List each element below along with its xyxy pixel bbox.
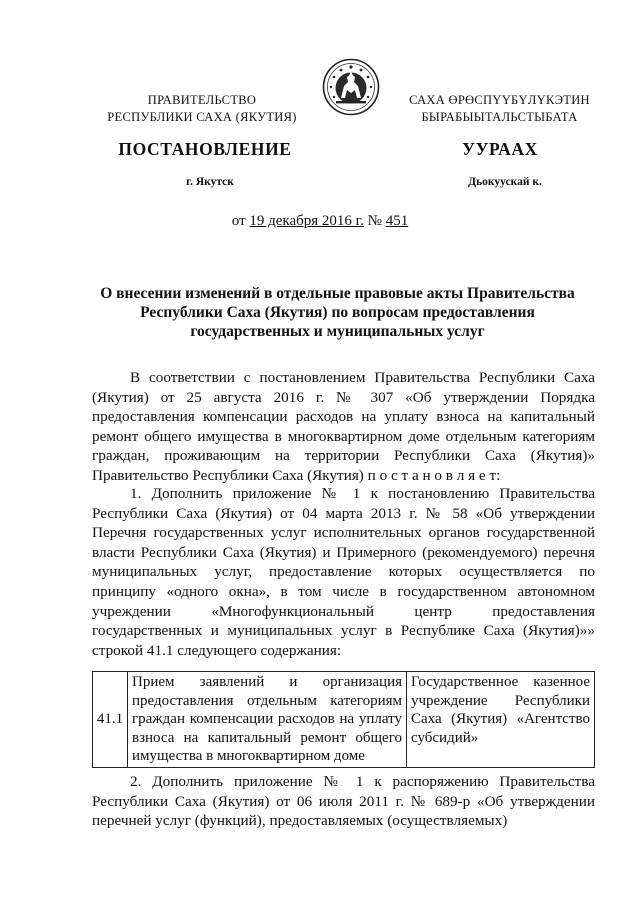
document-date-line [0,213,640,230]
paragraph-text: 1. Дополнить приложение № 1 к постановлению Правительства Республики Саха (Якутия) от 04 марта 2013 г. № 58 «Об утверждении Перечня государственных услуг исполнительных органов государственной власти Республики Саха (Якутия) и Примерного (рекомендуемого) перечня муниципальных услуг, предоставление которых осуществляется по принципу «одного окна», в том числе в государственном автономном учреждении «Многофункциональный центр предоставления государственных и муниципальных услуг в Республике Саха (Якутия)»» строкой 41.1 следующего содержания: [92,485,595,659]
header-right-line1: САХА ӨРӨСПҮҮБҮЛҮКЭТИН [409,93,590,107]
table-cell-institution: Государственное казенное учреждение Республики Саха (Якутия) «Агентство субсидий» [407,672,595,768]
paragraph-preamble [92,368,595,486]
number-label: № [367,213,382,229]
header-left-line2: РЕСПУБЛИКИ САХА (ЯКУТИЯ) [107,110,297,124]
date-prefix: от [231,213,246,229]
document-subject: О внесении изменений в отдельные правовые акты Правительства Республики Саха (Якутия) по вопросам предоставления государственных и муниципальных услуг [100,285,575,340]
table-cell-number: 41.1 [93,672,128,768]
table-cell-service: Прием заявлений и организация предоставления отдельным категориям граждан компенсации расходов на уплату взноса на капитальный ремонт общего имущества в многоквартирном доме [128,672,407,768]
document-date: 19 декабря 2016 г. [249,213,364,229]
city-sah: Дьокуускай к. [468,176,542,188]
header-left-block [92,92,312,126]
document-type-title-sah: УУРААХ [462,139,538,159]
table-row [93,672,595,768]
paragraph-item-2 [92,772,595,831]
header-left-line1: ПРАВИТЕЛЬСТВО [147,93,257,107]
header-right-block [392,92,607,126]
document-number: 451 [385,213,409,229]
services-table [92,671,595,768]
paragraph-item-1 [92,484,595,660]
coat-of-arms-emblem-icon [322,58,380,116]
header-right-line2: БЫРАБЫЫТАЛЬСТЫБАТА [421,110,578,124]
paragraph-text: В соответствии с постановлением Правительства Республики Саха (Якутия) от 25 августа 2016 г. № 307 «Об утверждении Порядка предоставления компенсации расходов на уплату взноса на капитальный ремонт общего имущества в многоквартирном доме отдельным категориям граждан, проживающим на территории Республики Саха (Якутия)» Правительство Республики Саха (Якутия) п о с т а н о в л я е т: [92,369,595,484]
city-ru: г. Якутск [186,176,234,188]
paragraph-text: 2. Дополнить приложение № 1 к распоряжению Правительства Республики Саха (Якутия) от 06 июля 2011 г. № 689-р «Об утверждении перечней услуг (функций), предоставляемых (осуществляемых) [92,773,595,830]
document-type-title-ru: ПОСТАНОВЛЕНИЕ [118,139,292,159]
